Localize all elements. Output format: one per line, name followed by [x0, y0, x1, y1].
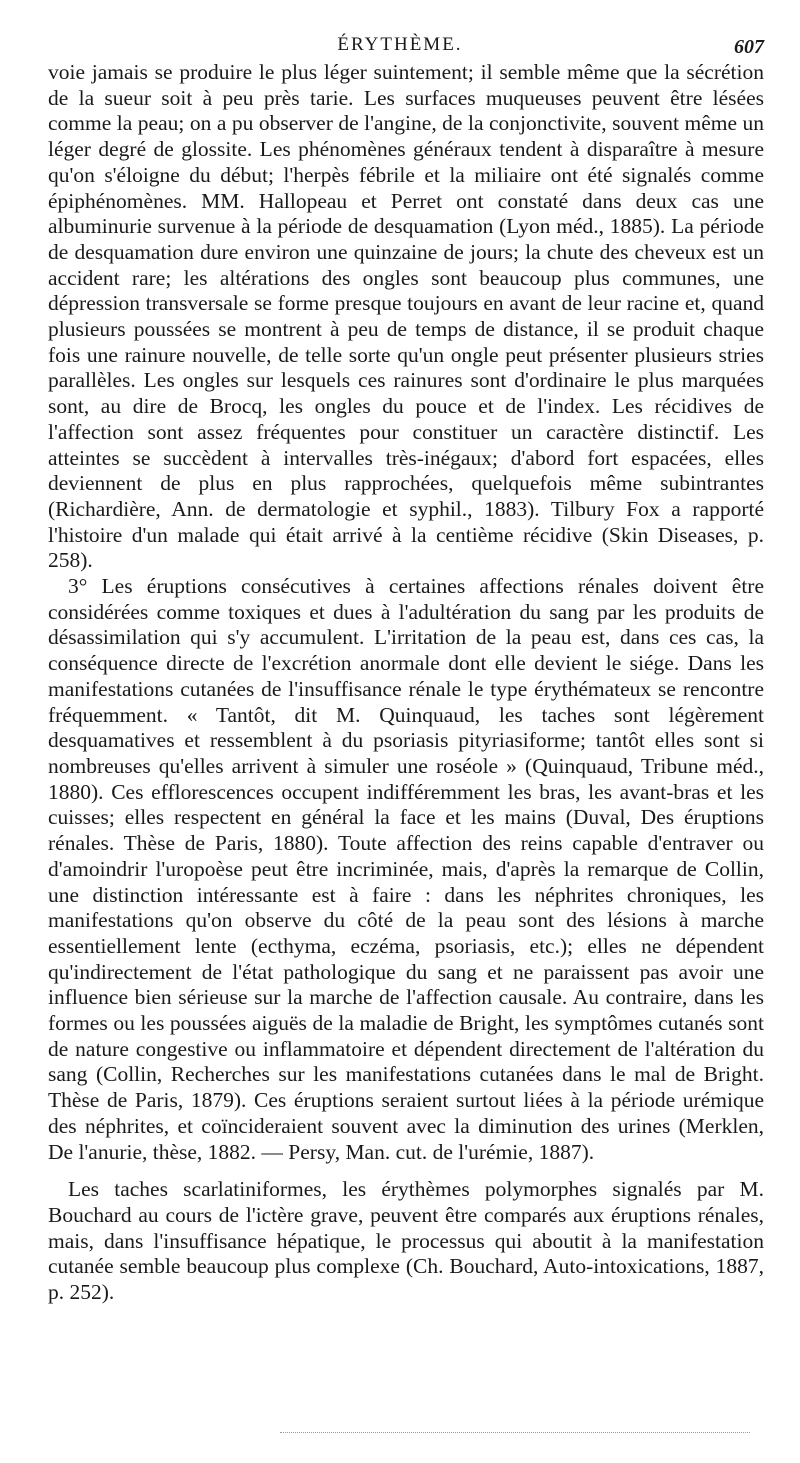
paragraph-hepatic-insufficiency: Les taches scarlatiniformes, les érythèmes polymorphes signalés par M. Bouchard au cours de l'ictère grave, peuvent être comparés aux éruptions rénales, mais, dans l'insuffisance hépatique, le processus qui aboutit à la manifestation cutanée semble beaucoup plus complexe (Ch. Bouchard, Auto-intoxications, 1887, p. 252).	[48, 1177, 764, 1305]
running-title: ÉRYTHÈME.	[337, 34, 463, 55]
paragraph-desquamation: voie jamais se produire le plus léger suintement; il semble même que la sécrétion de la sueur soit à peu près tarie. Les surfaces muqueuses peuvent être lésées comme la peau; on a pu observer de l'angine, de la conjonctivite, souvent même un léger degré de glossite. Les phénomènes généraux tendent à disparaître à mesure qu'on s'éloigne du début; l'herpès fébrile et la miliaire ont été signalés comme épiphénomènes. MM. Hallopeau et Perret ont constaté dans deux cas une albuminurie survenue à la période de desquamation (Lyon méd., 1885). La période de desquamation dure environ une quinzaine de jours; la chute des cheveux est un accident rare; les altérations des ongles sont beaucoup plus communes, une dépression transversale se forme presque toujours en avant de leur racine et, quand plusieurs poussées se montrent à peu de temps de distance, il se produit chaque fois une rainure nouvelle, de telle sorte qu'un ongle peut présenter plusieurs stries parallèles. Les ongles sur lesquels ces rainures sont d'ordinaire le plus marquées sont, au dire de Brocq, les ongles du pouce et de l'index. Les récidives de l'affection sont assez fréquentes pour constituer un caractère distinctif. Les atteintes se succèdent à intervalles très-inégaux; d'abord fort espacées, elles deviennent de plus en plus rapprochées, quelquefois même subintrantes (Richardière, Ann. de dermatologie et syphil., 1883). Tilbury Fox a rapporté l'histoire d'un malade qui était arrivé à la centième récidive (Skin Diseases, p. 258).	[48, 60, 764, 573]
footer-dotted-rule	[280, 1422, 750, 1433]
page-number: 607	[734, 36, 764, 58]
body-text	[48, 60, 764, 1306]
paragraph-renal-eruptions: 3° Les éruptions consécutives à certaines affections rénales doivent être considérées comme toxiques et dues à l'adultération du sang par les produits de désassimilation qui s'y accumulent. L'irritation de la peau est, dans ces cas, la conséquence directe de l'excrétion anormale dont elle devient le siége. Dans les manifestations cutanées de l'insuffisance rénale le type érythémateux se rencontre fréquemment. « Tantôt, dit M. Quinquaud, les taches sont légèrement desquamatives et ressemblent à du psoriasis pityriasiforme; tantôt elles sont si nombreuses qu'elles arrivent à simuler une roséole » (Quinquaud, Tribune méd., 1880). Ces efflorescences occupent indifféremment les bras, les avant-bras et les cuisses; elles respectent en général la face et les mains (Duval, Des éruptions rénales. Thèse de Paris, 1880). Toute affection des reins capable d'entraver ou d'amoindrir l'uropoèse peut être incriminée, mais, d'après la remarque de Collin, une distinction intéressante est à faire : dans les néphrites chroniques, les manifestations qu'on observe du côté de la peau sont des lésions à marche essentiellement lente (ecthyma, eczéma, psoriasis, etc.); elles ne dépendent qu'indirectement de l'état pathologique du sang et ne paraissent pas avoir une influence bien sérieuse sur la marche de l'affection causale. Au contraire, dans les formes ou les poussées aiguës de la maladie de Bright, les symptômes cutanés sont de nature congestive ou inflammatoire et dépendent directement de l'altération du sang (Collin, Recherches sur les manifestations cutanées dans le mal de Bright. Thèse de Paris, 1879). Ces éruptions seraient surtout liées à la période urémique des néphrites, et coïncideraient souvent avec la diminution des urines (Merklen, De l'anurie, thèse, 1882. — Persy, Man. cut. de l'urémie, 1887).	[48, 574, 764, 1164]
running-head	[0, 32, 800, 58]
